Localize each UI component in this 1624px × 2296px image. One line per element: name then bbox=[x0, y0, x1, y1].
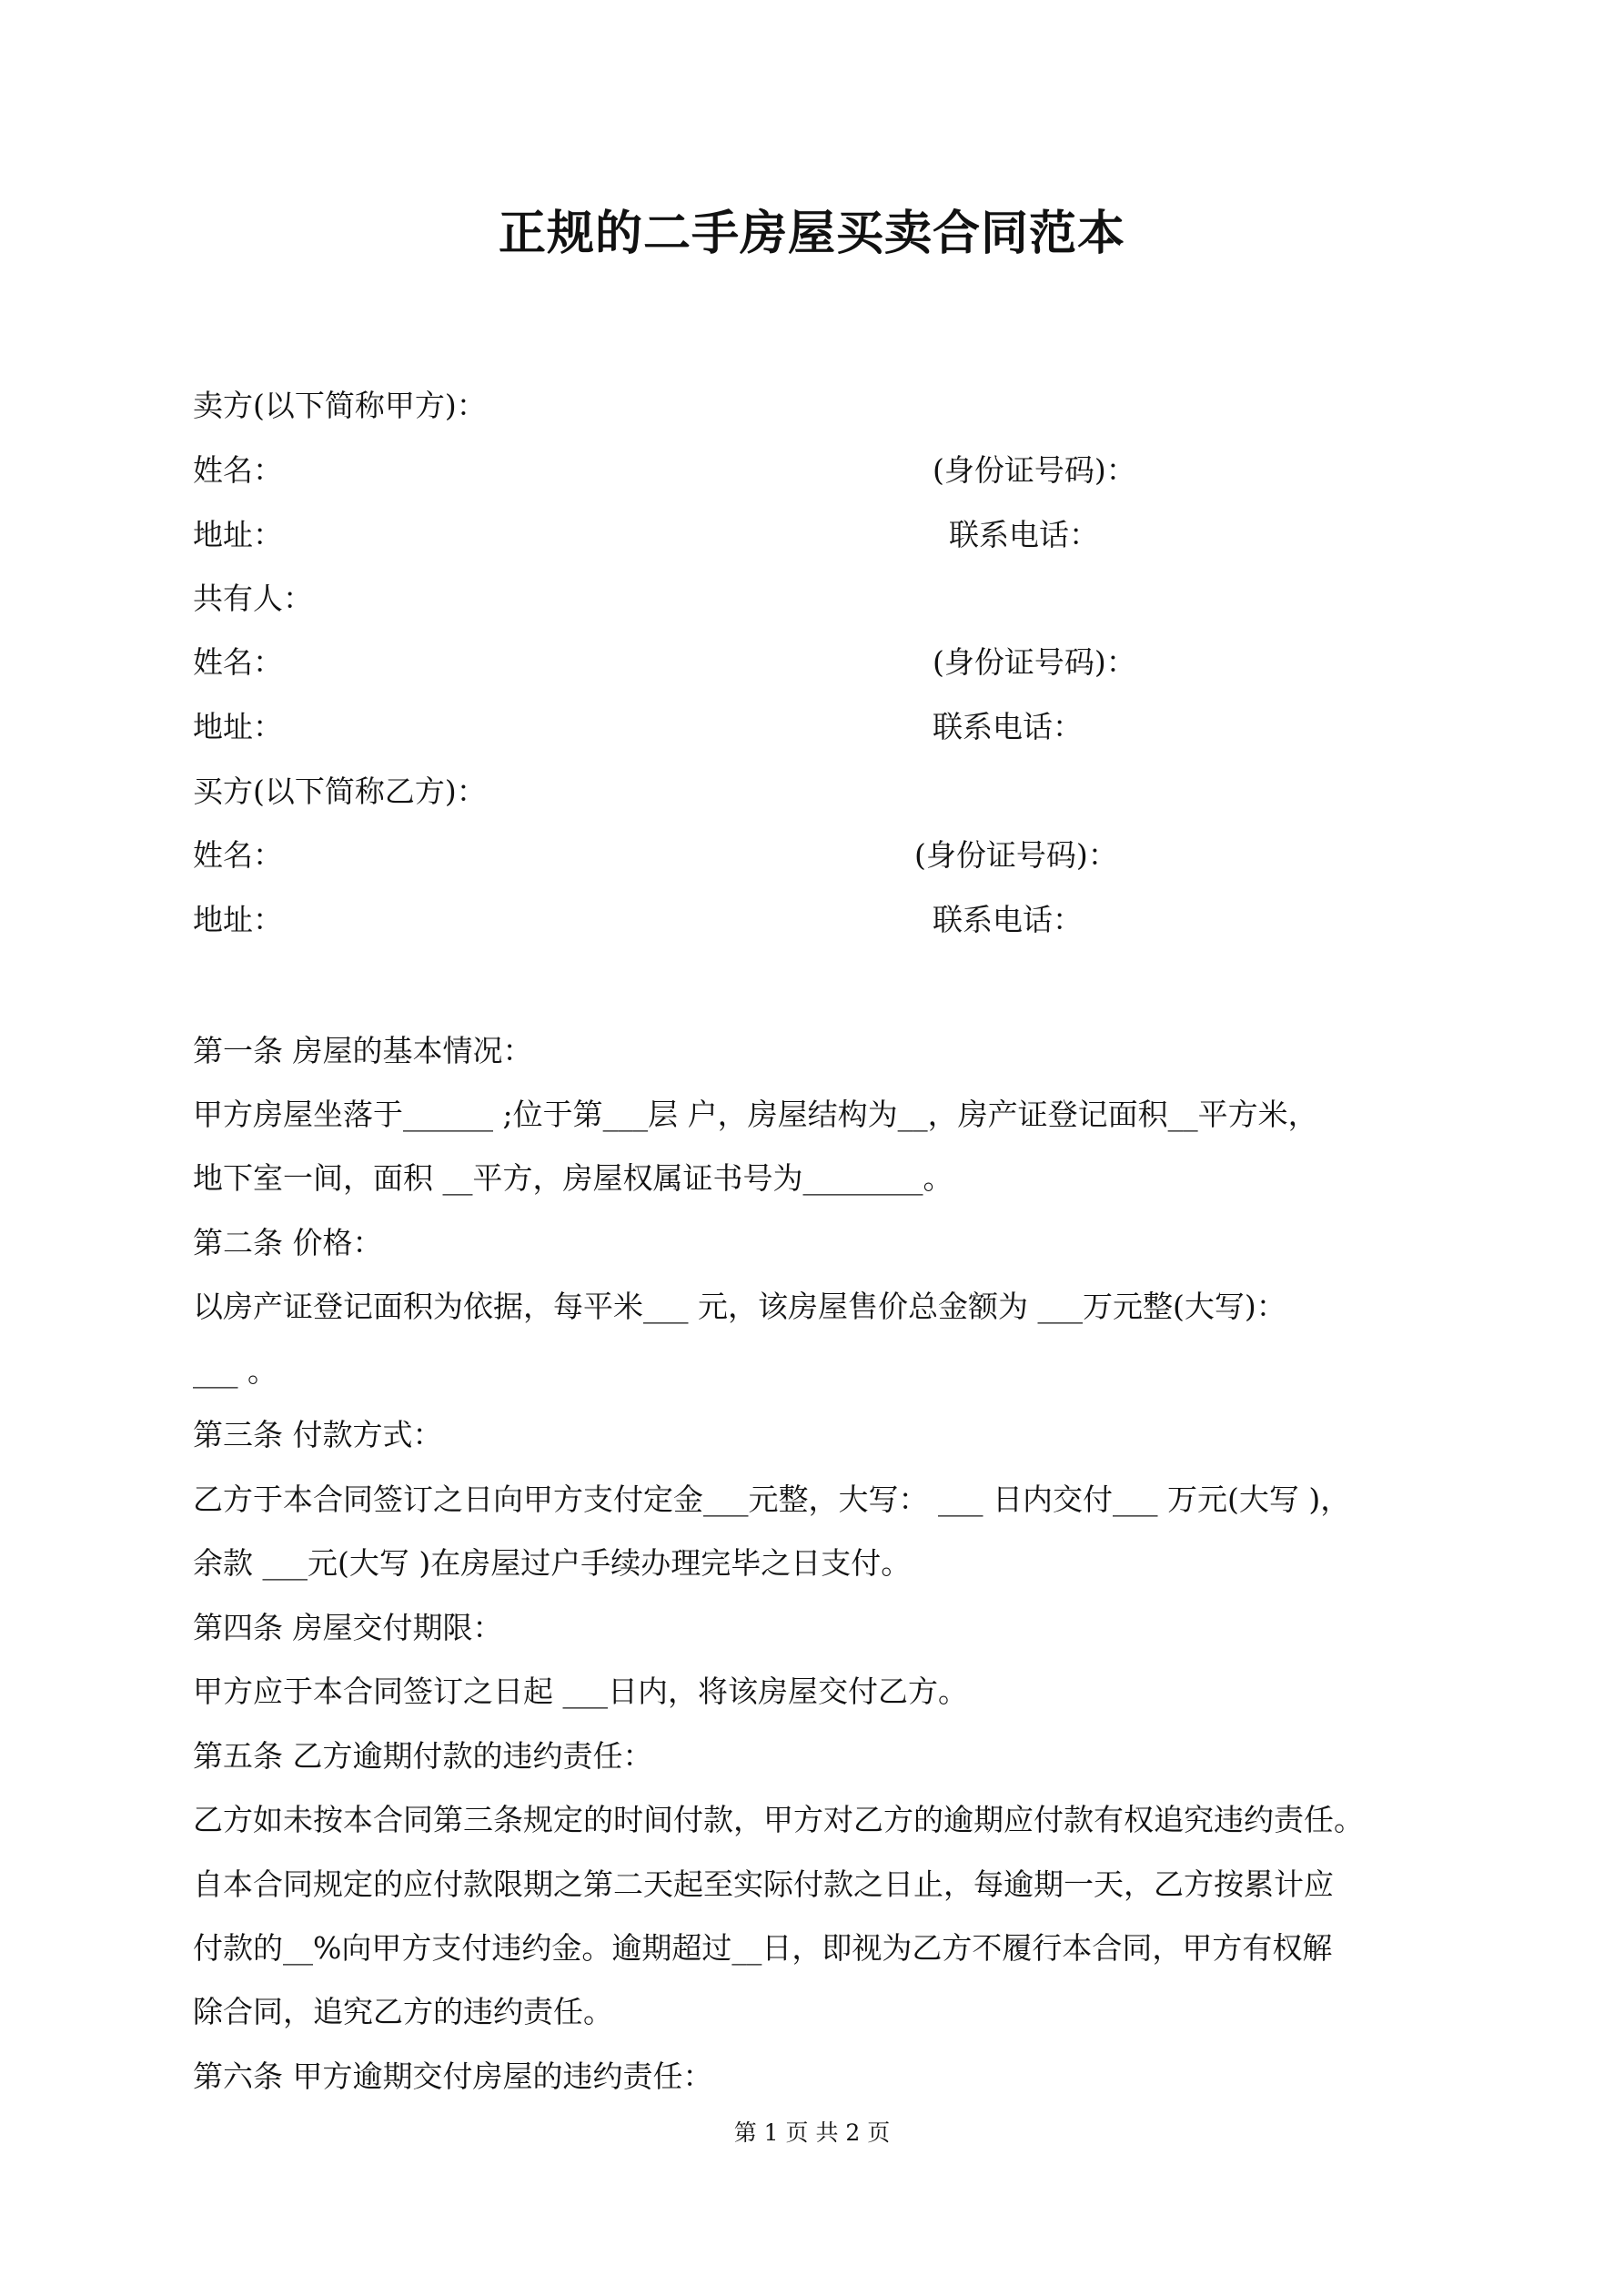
article-5-heading: 第五条 乙方逾期付款的违约责任： bbox=[193, 1738, 653, 1774]
coowner-heading: 共有人： bbox=[193, 581, 313, 616]
article-3-text: 余款 ___元(大写 )在房屋过户手续办理完毕之日支付。 bbox=[193, 1545, 912, 1581]
article-5-text: 自本合同规定的应付款限期之第二天起至实际付款之日止，每逾期一天，乙方按累计应 bbox=[193, 1866, 1334, 1902]
article-2-text: ___ 。 bbox=[193, 1353, 277, 1389]
buyer-address-label: 地址： bbox=[193, 902, 283, 937]
page-footer: 第 1 页 共 2 页 bbox=[733, 2119, 891, 2146]
article-1-text: 甲方房屋坐落于______ ;位于第___层 户，房屋结构为__，房产证登记面积__平方米， bbox=[193, 1097, 1318, 1132]
article-5-text: 除合同，追究乙方的违约责任。 bbox=[193, 1994, 613, 2029]
seller-heading: 卖方(以下简称甲方)： bbox=[193, 388, 487, 423]
article-1-heading: 第一条 房屋的基本情况： bbox=[193, 1033, 533, 1068]
article-1-text: 地下室一间，面积 __平方，房屋权属证书号为________。 bbox=[193, 1160, 953, 1196]
article-2-text: 以房产证登记面积为依据，每平米___ 元，该房屋售价总金额为 ___万元整(大写)： bbox=[193, 1289, 1286, 1324]
seller-address-label: 地址： bbox=[193, 517, 283, 552]
article-5-text: 乙方如未按本合同第三条规定的时间付款，甲方对乙方的逾期应付款有权追究违约责任。 bbox=[193, 1802, 1364, 1837]
coowner-name-label: 姓名： bbox=[193, 644, 283, 680]
article-2-heading: 第二条 价格： bbox=[193, 1225, 383, 1260]
document-title: 正规的二手房屋买卖合同范本 bbox=[498, 207, 1125, 261]
seller-id-label: (身份证号码)： bbox=[933, 452, 1136, 488]
article-3-text: 乙方于本合同签订之日向甲方支付定金___元整，大写： ___ 日内交付___ 万元(大写 )， bbox=[193, 1482, 1351, 1517]
article-6-heading: 第六条 甲方逾期交付房屋的违约责任： bbox=[193, 2058, 713, 2094]
seller-phone-label: 联系电话： bbox=[949, 517, 1099, 552]
article-4-text: 甲方应于本合同签订之日起 ___日内，将该房屋交付乙方。 bbox=[193, 1674, 968, 1709]
coowner-phone-label: 联系电话： bbox=[933, 709, 1083, 744]
buyer-id-label: (身份证号码)： bbox=[914, 837, 1118, 873]
seller-name-label: 姓名： bbox=[193, 452, 283, 488]
article-5-text: 付款的__%向甲方支付违约金。逾期超过__日，即视为乙方不履行本合同，甲方有权解 bbox=[193, 1930, 1333, 1966]
coowner-address-label: 地址： bbox=[193, 709, 283, 744]
article-3-heading: 第三条 付款方式： bbox=[193, 1417, 443, 1452]
buyer-heading: 买方(以下简称乙方)： bbox=[193, 774, 487, 809]
buyer-phone-label: 联系电话： bbox=[933, 902, 1083, 937]
buyer-name-label: 姓名： bbox=[193, 837, 283, 873]
article-4-heading: 第四条 房屋交付期限： bbox=[193, 1610, 503, 1645]
coowner-id-label: (身份证号码)： bbox=[933, 644, 1136, 680]
